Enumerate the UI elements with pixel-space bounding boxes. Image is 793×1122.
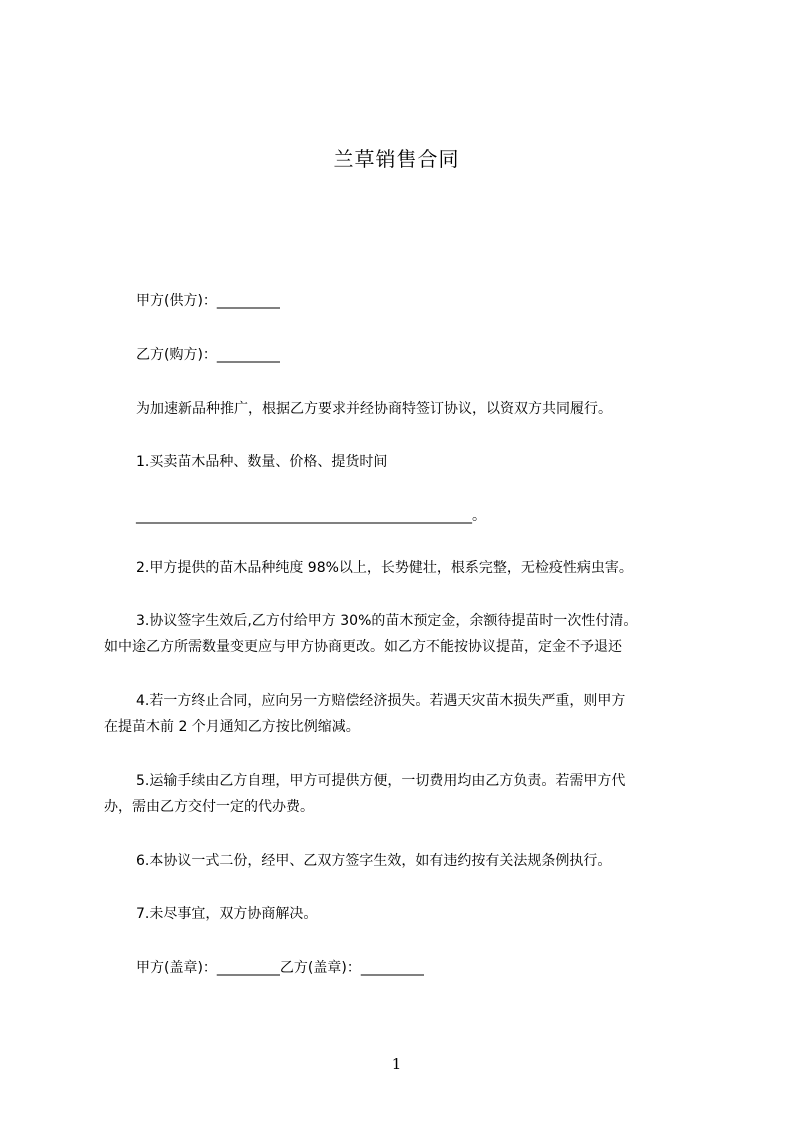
party-b-line: 乙方(购方)：_________ [136,347,280,363]
clause-5-line-1: 5.运输手续由乙方自理，甲方可提供方便，一切费用均由乙方负责。若需甲方代 [136,773,626,789]
clause-6: 6.本协议一式二份，经甲、乙双方签字生效，如有违约按有关法规条例执行。 [136,853,612,869]
clause-1: 1.买卖苗木品种、数量、价格、提货时间 [136,454,388,470]
clause-1-blank-line: ________________________________________________。 [136,508,486,524]
party-a-line: 甲方(供方)：_________ [136,293,280,309]
page-number: 1 [391,1055,402,1073]
clause-4-line-1: 4.若一方终止合同，应向另一方赔偿经济损失。若遇天灾苗木损失严重，则甲方 [136,693,626,709]
intro-paragraph: 为加速新品种推广，根据乙方要求并经协商特签订协议，以资双方共同履行。 [136,401,612,417]
clause-5-line-2: 办，需由乙方交付一定的代办费。 [104,799,314,815]
clause-4-line-2: 在提苗木前 2 个月通知乙方按比例缩减。 [104,719,360,735]
clause-3-line-1: 3.协议签字生效后,乙方付给甲方 30%的苗木预定金，余额待提苗时一次性付清。 [136,613,638,629]
clause-3-line-2: 如中途乙方所需数量变更应与甲方协商更改。如乙方不能按协议提苗，定金不予退还 [104,639,622,655]
clause-7: 7.未尽事宜，双方协商解决。 [136,906,318,922]
signature-line: 甲方(盖章)：_________乙方(盖章)：_________ [136,960,424,976]
clause-2: 2.甲方提供的苗木品种纯度 98%以上，长势健壮，根系完整，无检疫性病虫害。 [136,560,633,576]
page-title: 兰草销售合同 [333,147,460,171]
